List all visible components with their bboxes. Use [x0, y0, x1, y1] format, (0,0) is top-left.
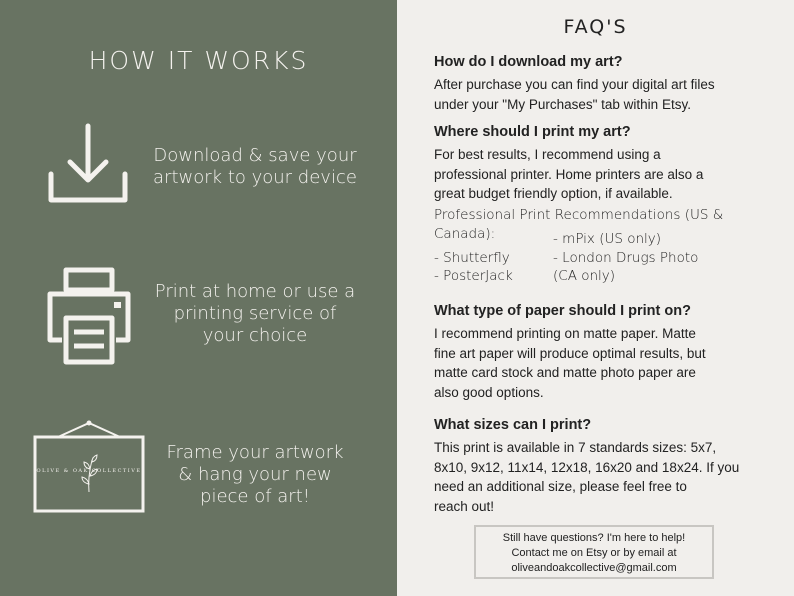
- step-frame-line3: piece of art!: [200, 486, 310, 507]
- answer-sizes-line3: need an additional size, please feel free to: [434, 479, 687, 494]
- step-frame-line2: & hang your new: [178, 464, 332, 485]
- answer-download-line1: After purchase you can find your digital art files: [434, 77, 715, 92]
- answer-sizes-line4: reach out!: [434, 498, 495, 514]
- download-icon: [46, 122, 130, 206]
- answer-paper-line3: matte card stock and matte photo paper are: [434, 365, 696, 380]
- answer-print-where-line2: professional printer. Home printers are also a: [434, 166, 704, 182]
- recommendations-heading-line2: Canada):: [434, 226, 496, 242]
- recommendation-ca-only: (CA only): [553, 268, 616, 284]
- hanging-frame-icon: [32, 420, 146, 514]
- recommendation-mpix: - mPix (US only): [553, 231, 662, 247]
- answer-sizes-line2: 8x10, 9x12, 11x14, 12x18, 16x20 and 18x24. If you: [434, 459, 740, 475]
- answer-sizes-line1: This print is available in 7 standards sizes: 5x7,: [434, 440, 717, 455]
- step-download-line2: artwork to your device: [153, 167, 357, 188]
- step-download-line1: Download & save your: [153, 145, 357, 166]
- contact-box: [474, 525, 714, 579]
- step-frame-text: [150, 442, 360, 508]
- frame-logo-text: OLIVE & OAK COLLECTIVE: [36, 468, 142, 474]
- question-download: How do I download my art?: [434, 54, 623, 70]
- step-print-line1: Print at home or use a: [154, 281, 356, 302]
- faq-title: FAQ'S: [563, 16, 628, 38]
- step-frame-line1: Frame your artwork: [166, 442, 344, 463]
- contact-email[interactable]: oliveandoakcollective@gmail.com: [511, 562, 677, 574]
- question-paper: What type of paper should I print on?: [434, 303, 691, 319]
- step-print-text: [150, 281, 360, 347]
- answer-paper-line1: I recommend printing on matte paper. Matte: [434, 326, 696, 341]
- step-print-line2: printing service of: [173, 303, 337, 324]
- how-it-works-title: HOW IT WORKS: [88, 46, 309, 75]
- answer-print-where-line3: great budget friendly option, if available.: [434, 186, 673, 201]
- contact-line2: Contact me on Etsy or by email at: [511, 547, 677, 559]
- answer-print-where-line1: For best results, I recommend using a: [434, 147, 661, 162]
- answer-paper: [434, 324, 764, 402]
- answer-print-where: [434, 145, 764, 204]
- recommendation-posterjack: - PosterJack: [434, 268, 513, 284]
- question-print-where: Where should I print my art?: [434, 124, 631, 140]
- step-print-line3: your choice: [202, 325, 308, 346]
- contact-line1: Still have questions? I'm here to help!: [502, 532, 686, 544]
- answer-sizes: [434, 438, 764, 516]
- question-sizes: What sizes can I print?: [434, 417, 592, 433]
- step-download-text: [150, 145, 360, 189]
- answer-download: [434, 75, 764, 114]
- answer-download-line2: under your "My Purchases" tab within Etsy.: [434, 96, 691, 112]
- printer-icon: [44, 266, 134, 366]
- recommendation-shutterfly: - Shutterfly: [434, 250, 510, 266]
- recommendations-heading-line1: Professional Print Recommendations (US &: [434, 207, 724, 223]
- recommendation-london-drugs: - London Drugs Photo: [553, 250, 699, 266]
- answer-paper-line4: also good options.: [434, 384, 544, 400]
- answer-paper-line2: fine art paper will produce optimal results, but: [434, 345, 706, 361]
